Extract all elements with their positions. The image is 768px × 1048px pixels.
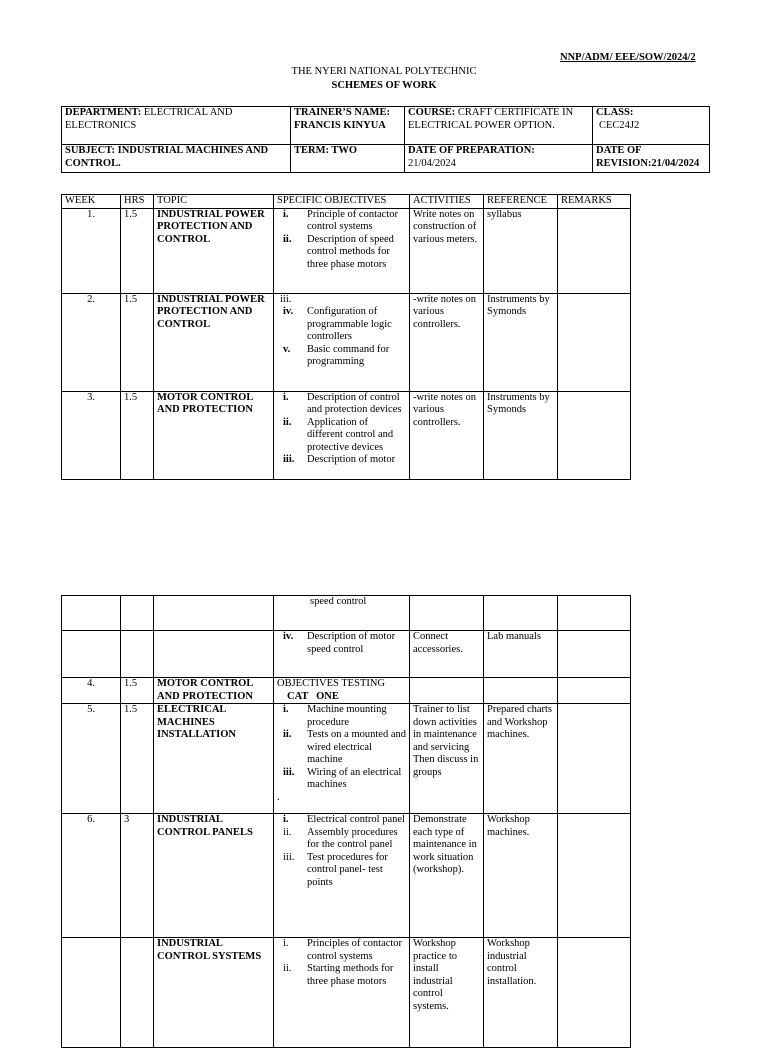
info-table xyxy=(61,106,710,173)
col-remarks: REMARKS xyxy=(558,195,631,209)
col-hrs: HRS xyxy=(121,195,154,209)
col-week: WEEK xyxy=(62,195,121,209)
table-row: 5. 1.5 ELECTRICAL MACHINES INSTALLATION i. Machine mounting procedure ii. Tests on a mounted and wired electrical machine iii. Wiring of an electrical machines . Trainer to list down activities in maintenance and servicing Then discuss in groups Prepared charts and Workshop machines. xyxy=(62,704,631,814)
table-row: 6. 3 INDUSTRIAL CONTROL PANELS i. Electrical control panel ii. Assembly procedures for the control panel iii. Test procedures for control panel- test points Demonstrate each type of maintenance in work situation (workshop). Workshop machines. xyxy=(62,814,631,938)
col-topic: TOPIC xyxy=(154,195,274,209)
schedule-table-continued xyxy=(61,595,631,1048)
table-row: 2. 1.5 INDUSTRIAL POWER PROTECTION AND CONTROL iii. iv. Configuration of programmable logic controllers v. Basic command for programming -write notes on various controllers. Instruments by Symonds xyxy=(62,293,631,391)
subject-cell: SUBJECT: INDUSTRIAL MACHINES AND CONTROL. xyxy=(62,145,291,173)
document-title: SCHEMES OF WORK xyxy=(331,80,437,91)
document-reference: NNP/ADM/ EEE/SOW/2024/2 xyxy=(560,52,696,63)
term-cell: TERM: TWO xyxy=(291,145,405,173)
table-row: 1. 1.5 INDUSTRIAL POWER PROTECTION AND CONTROL i. Principle of contactor control systems ii. Description of speed control methods for three phase motors Write notes on construction of various meters. syllabus xyxy=(62,208,631,293)
col-activities: ACTIVITIES xyxy=(410,195,484,209)
col-reference: REFERENCE xyxy=(484,195,558,209)
revision-date-cell: DATE OF REVISION:21/04/2024 xyxy=(593,145,710,173)
table-row: 3. 1.5 MOTOR CONTROL AND PROTECTION i. Description of control and protection devices ii. Application of different control and protective devices iii. Description of motor -write notes on various controllers. Instruments by Symonds xyxy=(62,391,631,479)
trainer-cell: TRAINER’S NAME: FRANCIS KINYUA xyxy=(291,107,405,145)
preparation-date-cell: DATE OF PREPARATION: 21/04/2024 xyxy=(405,145,593,173)
table-header-row xyxy=(62,195,631,209)
table-row: 4. 1.5 MOTOR CONTROL AND PROTECTION OBJECTIVES TESTING CAT ONE xyxy=(62,678,631,704)
col-objectives: SPECIFIC OBJECTIVES xyxy=(274,195,410,209)
table-row: INDUSTRIAL CONTROL SYSTEMS i. Principles of contactor control systems ii. Starting methods for three phase motors Workshop practice to install industrial control systems. Workshop industrial control installation. xyxy=(62,938,631,1048)
table-row: speed control xyxy=(62,596,631,631)
institution-name: THE NYERI NATIONAL POLYTECHNIC xyxy=(291,66,477,77)
class-cell: CLASS: CEC24J2 xyxy=(593,107,710,145)
table-row: iv. Description of motor speed control Connect accessories. Lab manuals xyxy=(62,631,631,678)
course-cell: COURSE: CRAFT CERTIFICATE IN ELECTRICAL POWER OPTION. xyxy=(405,107,593,145)
department-cell: DEPARTMENT: ELECTRICAL AND ELECTRONICS xyxy=(62,107,291,145)
schedule-table xyxy=(61,194,631,480)
